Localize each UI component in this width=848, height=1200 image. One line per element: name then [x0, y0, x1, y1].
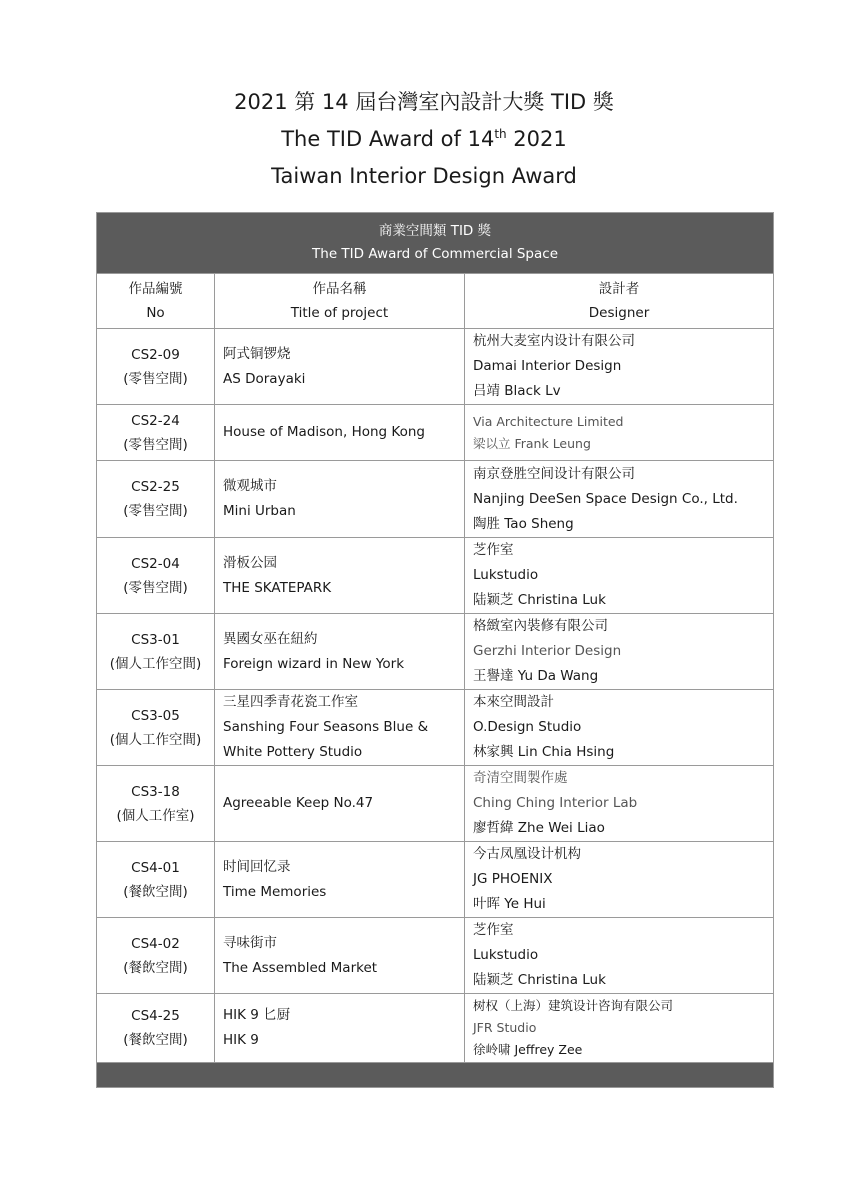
entry-number: CS3-05 [131, 707, 180, 724]
entry-number: CS4-02 [131, 935, 180, 952]
designer-cell [465, 329, 774, 405]
entry-number-cell [97, 405, 215, 461]
column-no-zh: 作品編號 [128, 281, 183, 297]
project-title-zh: 时间回忆录 [223, 858, 291, 875]
award-table [96, 212, 774, 1088]
designer-company-en: Gerzhi Interior Design [473, 643, 622, 659]
table-row [97, 690, 774, 766]
column-header-row [97, 274, 774, 329]
designer-company: 格緻室內裝修有限公司 [473, 618, 608, 634]
designer-company: 本來空間設計 [473, 694, 554, 710]
column-title-en: Title of project [290, 305, 389, 321]
designer-company-en: Via Architecture Limited [473, 413, 624, 429]
entry-number-cell [97, 842, 215, 918]
entry-number-cell [97, 614, 215, 690]
table-footer-bar [97, 1063, 774, 1088]
project-title-zh: 阿式铜锣烧 [223, 345, 291, 362]
project-title-cell [215, 329, 465, 405]
heading-line-2-text: The TID Award of 14 [281, 127, 495, 151]
entry-space-type: (零售空間) [123, 579, 188, 596]
designer-company-en: JG PHOENIX [473, 871, 553, 887]
entry-space-type: (個人工作室) [116, 807, 195, 824]
designer-company: 杭州大麦室内设计有限公司 [473, 333, 635, 349]
category-header-row [97, 213, 774, 274]
entry-number: CS2-09 [131, 346, 180, 363]
project-title-zh: 三星四季青花瓷工作室 [223, 694, 358, 710]
project-title-en: AS Dorayaki [223, 370, 306, 387]
project-title-cell [215, 994, 465, 1063]
table-row [97, 329, 774, 405]
designer-person: 梁以立 Frank Leung [473, 435, 591, 451]
project-title-cell [215, 405, 465, 461]
column-header-title [215, 274, 465, 329]
table-row [97, 766, 774, 842]
column-designer-en: Designer [588, 305, 650, 321]
designer-company: 芝作室 [473, 542, 514, 558]
project-title-zh: 滑板公园 [223, 554, 277, 571]
table-row [97, 405, 774, 461]
entry-number-cell [97, 461, 215, 538]
designer-company-en: Damai Interior Design [473, 358, 622, 374]
designer-person: 王譽達 Yu Da Wang [473, 668, 599, 684]
designer-cell [465, 538, 774, 614]
project-title-cell [215, 690, 465, 766]
designer-person: 林家興 Lin Chia Hsing [473, 744, 615, 760]
table-row [97, 842, 774, 918]
designer-cell [465, 994, 774, 1063]
designer-company: 奇清空間製作處 [473, 770, 568, 786]
entry-number: CS2-24 [131, 412, 180, 429]
column-header-no [97, 274, 215, 329]
category-zh: 商業空間類 TID 獎 [378, 223, 492, 239]
designer-company-en: Lukstudio [473, 947, 539, 963]
project-title-cell [215, 842, 465, 918]
entry-space-type: (餐飲空間) [123, 1032, 188, 1048]
designer-cell [465, 918, 774, 994]
project-title-cell [215, 461, 465, 538]
project-title-en: Time Memories [223, 883, 327, 900]
heading-line-1: 2021 第 14 屆台灣室內設計大獎 TID 獎 [234, 90, 614, 114]
project-title-en: Sanshing Four Seasons Blue & [223, 719, 429, 735]
entry-number-cell [97, 766, 215, 842]
designer-cell [465, 766, 774, 842]
project-title-en: House of Madison, Hong Kong [223, 424, 425, 440]
heading-line-3: Taiwan Interior Design Award [271, 164, 577, 188]
project-title-zh: HIK 9 匕厨 [223, 1007, 291, 1023]
entry-number: CS3-01 [131, 631, 180, 648]
table-row [97, 918, 774, 994]
project-title-cell [215, 614, 465, 690]
project-title-cell [215, 918, 465, 994]
entry-number-cell [97, 994, 215, 1063]
project-title-en: HIK 9 [223, 1032, 259, 1048]
entry-number: CS4-25 [131, 1008, 180, 1024]
entry-space-type: (個人工作空間) [109, 731, 202, 748]
entry-space-type: (零售空間) [123, 370, 188, 387]
table-row [97, 538, 774, 614]
project-title-zh: 異國女巫在紐約 [223, 630, 318, 647]
project-title-zh: 微观城市 [223, 478, 277, 494]
designer-company: 今古凤凰设计机构 [473, 846, 581, 862]
designer-cell [465, 461, 774, 538]
entry-space-type: (個人工作空間) [109, 655, 202, 672]
column-designer-zh: 設計者 [598, 281, 640, 297]
designer-company-en: Nanjing DeeSen Space Design Co., Ltd. [473, 490, 738, 507]
designer-company-en: Lukstudio [473, 567, 539, 583]
designer-person: 陆颖芝 Christina Luk [473, 972, 606, 988]
table-footer-row [97, 1063, 774, 1088]
entry-space-type: (零售空間) [123, 503, 188, 519]
entry-number: CS4-01 [131, 859, 180, 876]
table-row [97, 614, 774, 690]
entry-number-cell [97, 538, 215, 614]
designer-company: 南京登胜空间设计有限公司 [473, 465, 635, 482]
entry-space-type: (餐飲空間) [123, 883, 188, 900]
designer-cell [465, 405, 774, 461]
table-row [97, 994, 774, 1063]
project-title-cell [215, 538, 465, 614]
designer-person: 徐岭啸 Jeffrey Zee [473, 1042, 583, 1057]
column-header-designer [465, 274, 774, 329]
project-title-zh: 寻味街市 [223, 934, 277, 951]
project-title-en: The Assembled Market [223, 959, 378, 976]
project-title-cell [215, 766, 465, 842]
heading-year: 2021 [506, 127, 567, 151]
project-title-en: Mini Urban [223, 503, 296, 519]
designer-company-en: JFR Studio [473, 1020, 537, 1035]
heading-ordinal-suffix: th [494, 127, 507, 141]
designer-company-en: Ching Ching Interior Lab [473, 795, 638, 811]
category-header [97, 213, 774, 274]
entry-space-type: (零售空間) [123, 436, 188, 453]
column-no-en: No [146, 305, 165, 321]
entry-number-cell [97, 690, 215, 766]
designer-company-en: O.Design Studio [473, 719, 582, 735]
entry-number: CS2-04 [131, 555, 180, 572]
project-title-en: Agreeable Keep No.47 [223, 795, 374, 811]
column-title-zh: 作品名稱 [312, 281, 367, 297]
designer-person: 吕靖 Black Lv [473, 383, 561, 399]
document-heading [0, 84, 848, 195]
table-row [97, 461, 774, 538]
entry-number-cell [97, 918, 215, 994]
designer-person: 陆颖芝 Christina Luk [473, 592, 606, 608]
entry-number-cell [97, 329, 215, 405]
designer-cell [465, 690, 774, 766]
designer-person: 陶胜 Tao Sheng [473, 515, 574, 532]
project-title-en: THE SKATEPARK [223, 579, 332, 596]
designer-person: 叶晖 Ye Hui [473, 896, 546, 912]
designer-person: 廖哲緯 Zhe Wei Liao [473, 820, 605, 836]
designer-cell [465, 614, 774, 690]
entry-space-type: (餐飲空間) [123, 959, 188, 976]
entry-number: CS2-25 [131, 479, 180, 495]
designer-cell [465, 842, 774, 918]
designer-company: 芝作室 [473, 922, 514, 938]
project-title-en-cont: White Pottery Studio [223, 744, 363, 760]
entry-number: CS3-18 [131, 783, 180, 800]
designer-company: 树权（上海）建筑设计咨询有限公司 [473, 998, 674, 1013]
heading-line-2 [0, 121, 848, 158]
category-en: The TID Award of Commercial Space [312, 246, 558, 262]
project-title-en: Foreign wizard in New York [223, 655, 405, 672]
